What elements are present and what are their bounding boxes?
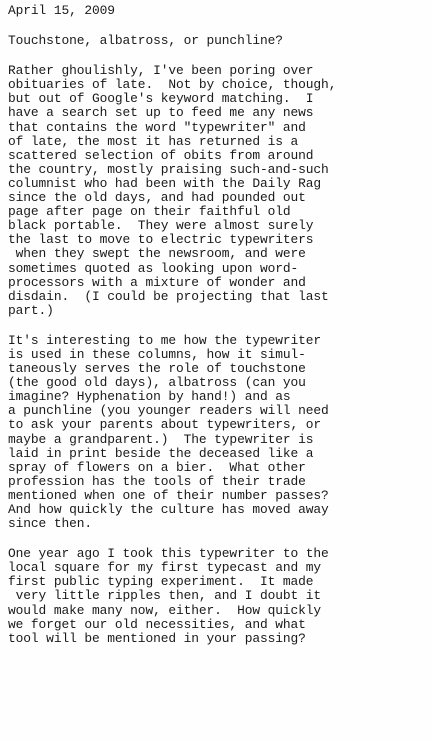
text-line: profession has the tools of their trade [8, 473, 306, 489]
text-line: It's interesting to me how the typewriter [8, 332, 322, 348]
text-line: but out of Google's keyword matching. I [8, 91, 314, 107]
text-line: disdain. (I could be projecting that last [8, 288, 329, 304]
text-line: processors with a mixture of wonder and [8, 274, 306, 290]
text-line: black portable. They were almost surely [8, 218, 314, 234]
paragraph-2 [8, 334, 426, 531]
text-line: is used in these columns, how it simul- [8, 346, 306, 362]
text-line: mentioned when one of their number passes? [8, 487, 329, 503]
text-line: first public typing experiment. It made [8, 574, 314, 590]
text-line: laid in print beside the deceased like a [8, 445, 314, 461]
text-line: to ask your parents about typewriters, or [8, 417, 322, 433]
text-line: very little ripples then, and I doubt it [8, 588, 322, 604]
text-line: a punchline (you younger readers will need [8, 403, 329, 419]
text-line: taneously serves the role of touchstone [8, 361, 306, 377]
text-line: spray of flowers on a bier. What other [8, 459, 306, 475]
text-line: page after page on their faithful old [8, 204, 291, 220]
document-title: Touchstone, albatross, or punchline? [8, 33, 283, 49]
text-line: (the good old days), albatross (can you [8, 375, 306, 391]
text-line: imagine? Hyphenation by hand!) and as [8, 389, 291, 405]
text-line: One year ago I took this typewriter to the [8, 546, 329, 562]
text-line: the country, mostly praising such-and-such [8, 161, 329, 177]
text-line: local square for my first typecast and my [8, 560, 322, 576]
text-line: since then. [8, 516, 92, 532]
text-line: maybe a grandparent.) The typewriter is [8, 431, 314, 447]
text-line: And how quickly the culture has moved away [8, 502, 329, 517]
text-line: of late, the most it has returned is a [8, 133, 299, 149]
text-line: obituaries of late. Not by choice, though, [8, 77, 337, 93]
text-line: when they swept the newsroom, and were [8, 246, 306, 262]
paragraph-1 [8, 64, 426, 318]
text-line: part.) [8, 302, 54, 318]
text-line: that contains the word "typewriter" and [8, 119, 306, 135]
text-line: we forget our old necessities, and what [8, 616, 306, 632]
text-line: have a search set up to feed me any news [8, 105, 314, 121]
paragraph-3 [8, 547, 426, 646]
text-line: would make many now, either. How quickly [8, 602, 322, 618]
text-line: sometimes quoted as looking upon word- [8, 260, 299, 276]
text-line: Rather ghoulishly, I've been poring over [8, 63, 314, 79]
text-line: columnist who had been with the Daily Rag [8, 175, 322, 191]
text-line: tool will be mentioned in your passing? [8, 630, 306, 646]
text-line: scattered selection of obits from around [8, 147, 314, 163]
text-line: since the old days, and had pounded out [8, 190, 306, 206]
document-date: April 15, 2009 [8, 3, 115, 18]
text-line: the last to move to electric typewriters [8, 232, 314, 248]
